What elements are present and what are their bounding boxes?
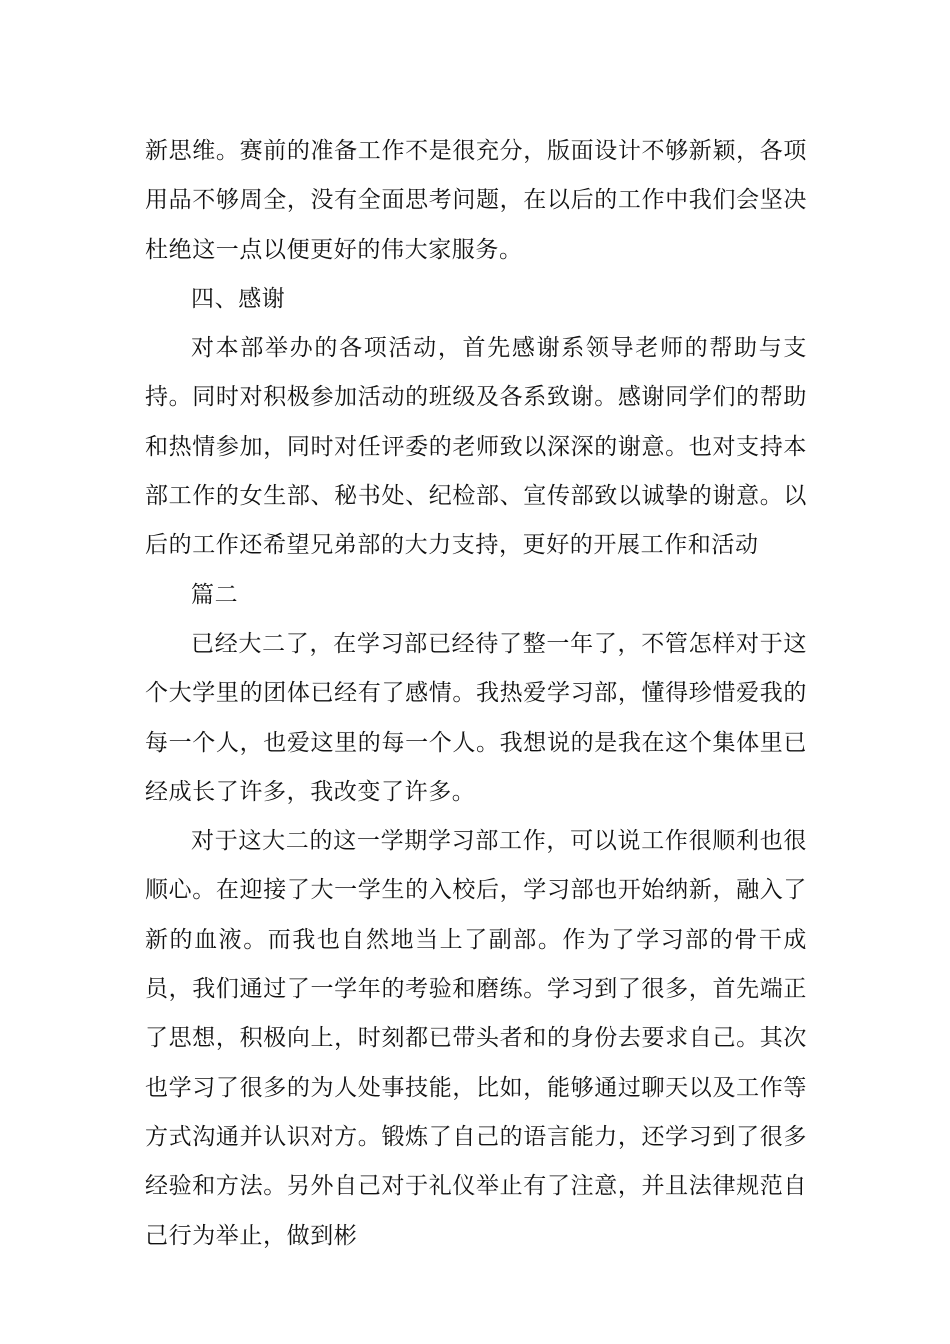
paragraph-thanks: 对本部举办的各项活动，首先感谢系领导老师的帮助与支持。同时对积极参加活动的班级及各系致谢。感谢同学们的帮助和热情参加，同时对任评委的老师致以深深的谢意。也对支持本部工作的女生部、秘书处、纪检部、宣传部致以诚挚的谢意。以后的工作还希望兄弟部的大力支持，更好的开展工作和活动 [145, 335, 807, 559]
document-body [145, 127, 807, 1261]
section-heading-thanks: 四、感谢 [191, 285, 286, 312]
paragraph-continuation: 新思维。赛前的准备工作不是很充分，版面设计不够新颖，各项用品不够周全，没有全面思考问题，在以后的工作中我们会坚决杜绝这一点以便更好的伟大家服务。 [145, 138, 807, 263]
paragraph-sophomore: 已经大二了，在学习部已经待了整一年了，不管怎样对于这个大学里的团体已经有了感情。我热爱学习部，懂得珍惜爱我的每一个人，也爱这里的每一个人。我想说的是我在这个集体里已经成长了许多，我改变了许多。 [145, 630, 807, 805]
section-heading-part-two: 篇二 [191, 581, 239, 608]
paragraph-semester-work: 对于这大二的这一学期学习部工作，可以说工作很顺利也很顺心。在迎接了大一学生的入校后，学习部也开始纳新，融入了新的血液。而我也自然地当上了副部。作为了学习部的骨干成员，我们通过了一学年的考验和磨练。学习到了很多，首先端正了思想，积极向上，时刻都已带头者和的身份去要求自己。其次也学习了很多的为人处事技能，比如，能够通过聊天以及工作等方式沟通并认识对方。锻炼了自己的语言能力，还学习到了很多经验和方法。另外自己对于礼仪举止有了注意，并且法律规范自己行为举止，做到彬 [145, 828, 807, 1249]
